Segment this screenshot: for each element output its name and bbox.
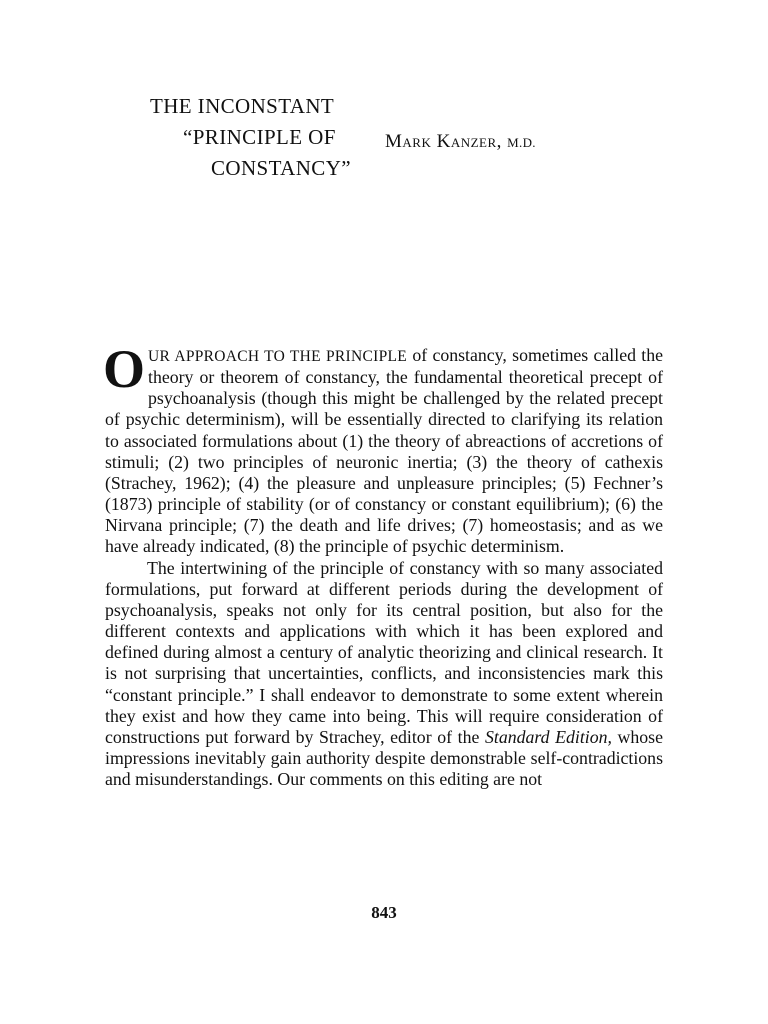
- paragraph-2-text-a: The intertwining of the principle of constancy with so many associated formulations, put forward at different periods during the development of psychoanalysis, speaks not only for its central position, but also for the different contexts and applications with which it has been explored and defined during almost a century of analytic theorizing and clinical research. It is not surprising that uncertainties, conflicts, and inconsistencies mark this “constant principle.” I shall endeavor to demonstrate to some extent wherein they exist and how they came into being. This will require consideration of constructions put forward by Strachey, editor of the: [105, 557, 663, 747]
- paragraph-1: [103, 339, 663, 558]
- author-byline: [385, 131, 536, 153]
- drop-cap: O: [103, 339, 146, 399]
- article-title-line-1: THE INCONSTANT: [150, 94, 335, 118]
- opening-small-caps: UR APPROACH TO THE PRINCIPLE: [148, 348, 408, 365]
- author-degree: M.D.: [507, 135, 536, 150]
- article-title-line-2: “PRINCIPLE OF: [183, 125, 336, 149]
- page-number: 843: [371, 903, 397, 922]
- article-title-line-3: CONSTANCY”: [211, 156, 351, 180]
- standard-edition-italic: Standard Edition,: [484, 726, 612, 747]
- paragraph-1-text: of constancy, sometimes called the theory or theorem of constancy, the fundamental theoretical precept of psychoanalysis (though this might be challenged by the related precept of psychic determinism), will be essentially directed to clarifying its relation to associated formulations about (1) the theory of abreactions of accretions of stimuli; (2) two principles of neuronic inertia; (3) the theory of cathexis (Strachey, 1962); (4) the pleasure and unpleasure principles; (5) Fechner’s (1873) principle of stability (or of constancy or constant equilibrium); (6) the Nirvana principle; (7) the death and life drives; (7) homeostasis; and as we have already indicated, (8) the principle of psychic determinism.: [105, 345, 663, 557]
- paragraph-2: [105, 558, 663, 791]
- author-name: Mark Kanzer,: [385, 131, 502, 152]
- article-body: [103, 339, 663, 790]
- paragraph-2-text-b: whose impressions inevitably gain authority despite demonstrable self-contradictions and misunderstandings. Our comments on this editing are not: [105, 726, 663, 790]
